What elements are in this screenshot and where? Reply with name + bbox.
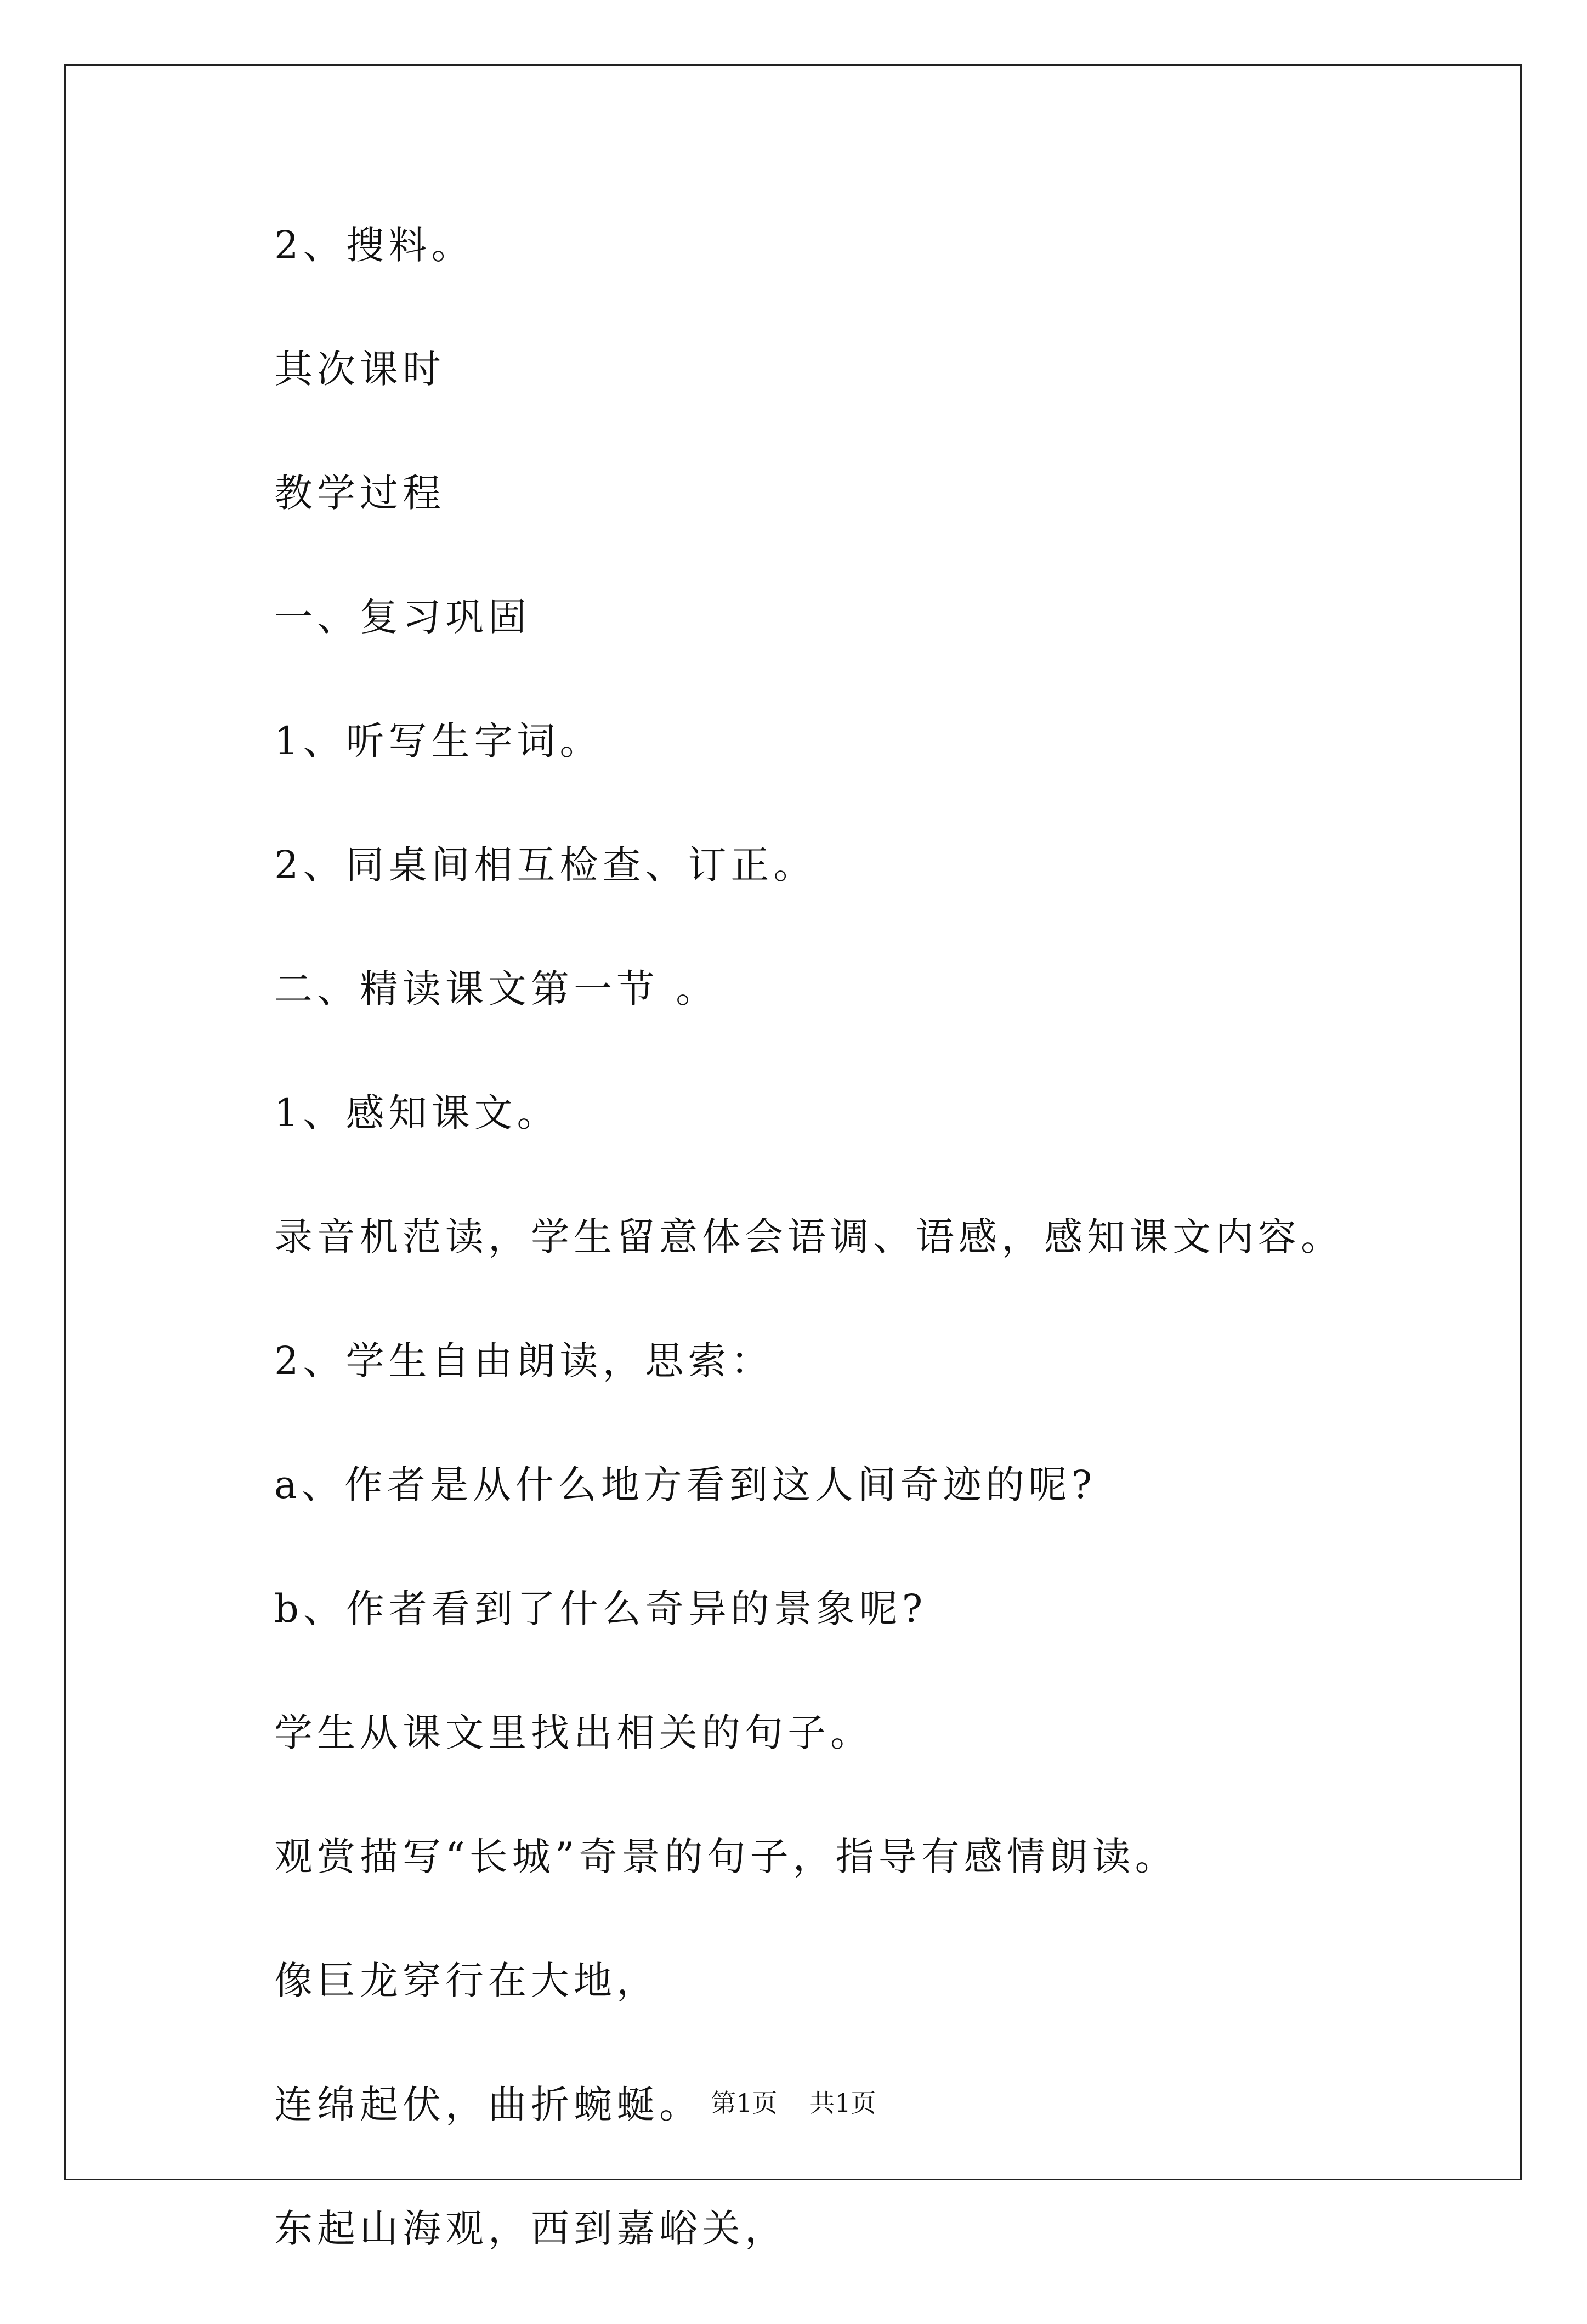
text-line: 学生从课文里找出相关的句子。 bbox=[274, 1710, 873, 1755]
document-body bbox=[274, 217, 1481, 2324]
text-line: 其次课时 bbox=[274, 347, 445, 392]
text-line: 录音机范读，学生留意体会语调、语感，感知课文内容。 bbox=[274, 1214, 1344, 1259]
text-line: 2、搜料。 bbox=[274, 223, 474, 268]
text-line: 1、感知课文。 bbox=[274, 1090, 560, 1135]
text-line: 像巨龙穿行在大地， bbox=[274, 1958, 659, 2003]
text-line: 1、听写生字词。 bbox=[274, 719, 603, 764]
text-line: 一、复习巩固 bbox=[274, 595, 531, 640]
text-line: 2、学生自由朗读，思索： bbox=[274, 1338, 774, 1383]
text-line: 观赏描写“长城”奇景的句子，指导有感情朗读。 bbox=[274, 1834, 1178, 1879]
text-line: b、作者看到了什么奇异的景象呢? bbox=[274, 1586, 927, 1631]
text-line: 东起山海观，西到嘉峪关， bbox=[274, 2206, 787, 2251]
text-line: 教学过程 bbox=[274, 471, 445, 516]
text-line: 二、精读课文第一节 。 bbox=[274, 966, 719, 1011]
text-line: 连绵起伏，曲折蜿蜒。 bbox=[274, 2082, 702, 2127]
page-footer bbox=[0, 2083, 1587, 2119]
text-line: a、作者是从什么地方看到这人间奇迹的呢? bbox=[274, 1462, 1097, 1507]
text-line: 2、同桌间相互检查、订正。 bbox=[274, 842, 817, 887]
page-number: 第1页 bbox=[711, 2088, 778, 2118]
page-total: 共1页 bbox=[809, 2088, 876, 2118]
